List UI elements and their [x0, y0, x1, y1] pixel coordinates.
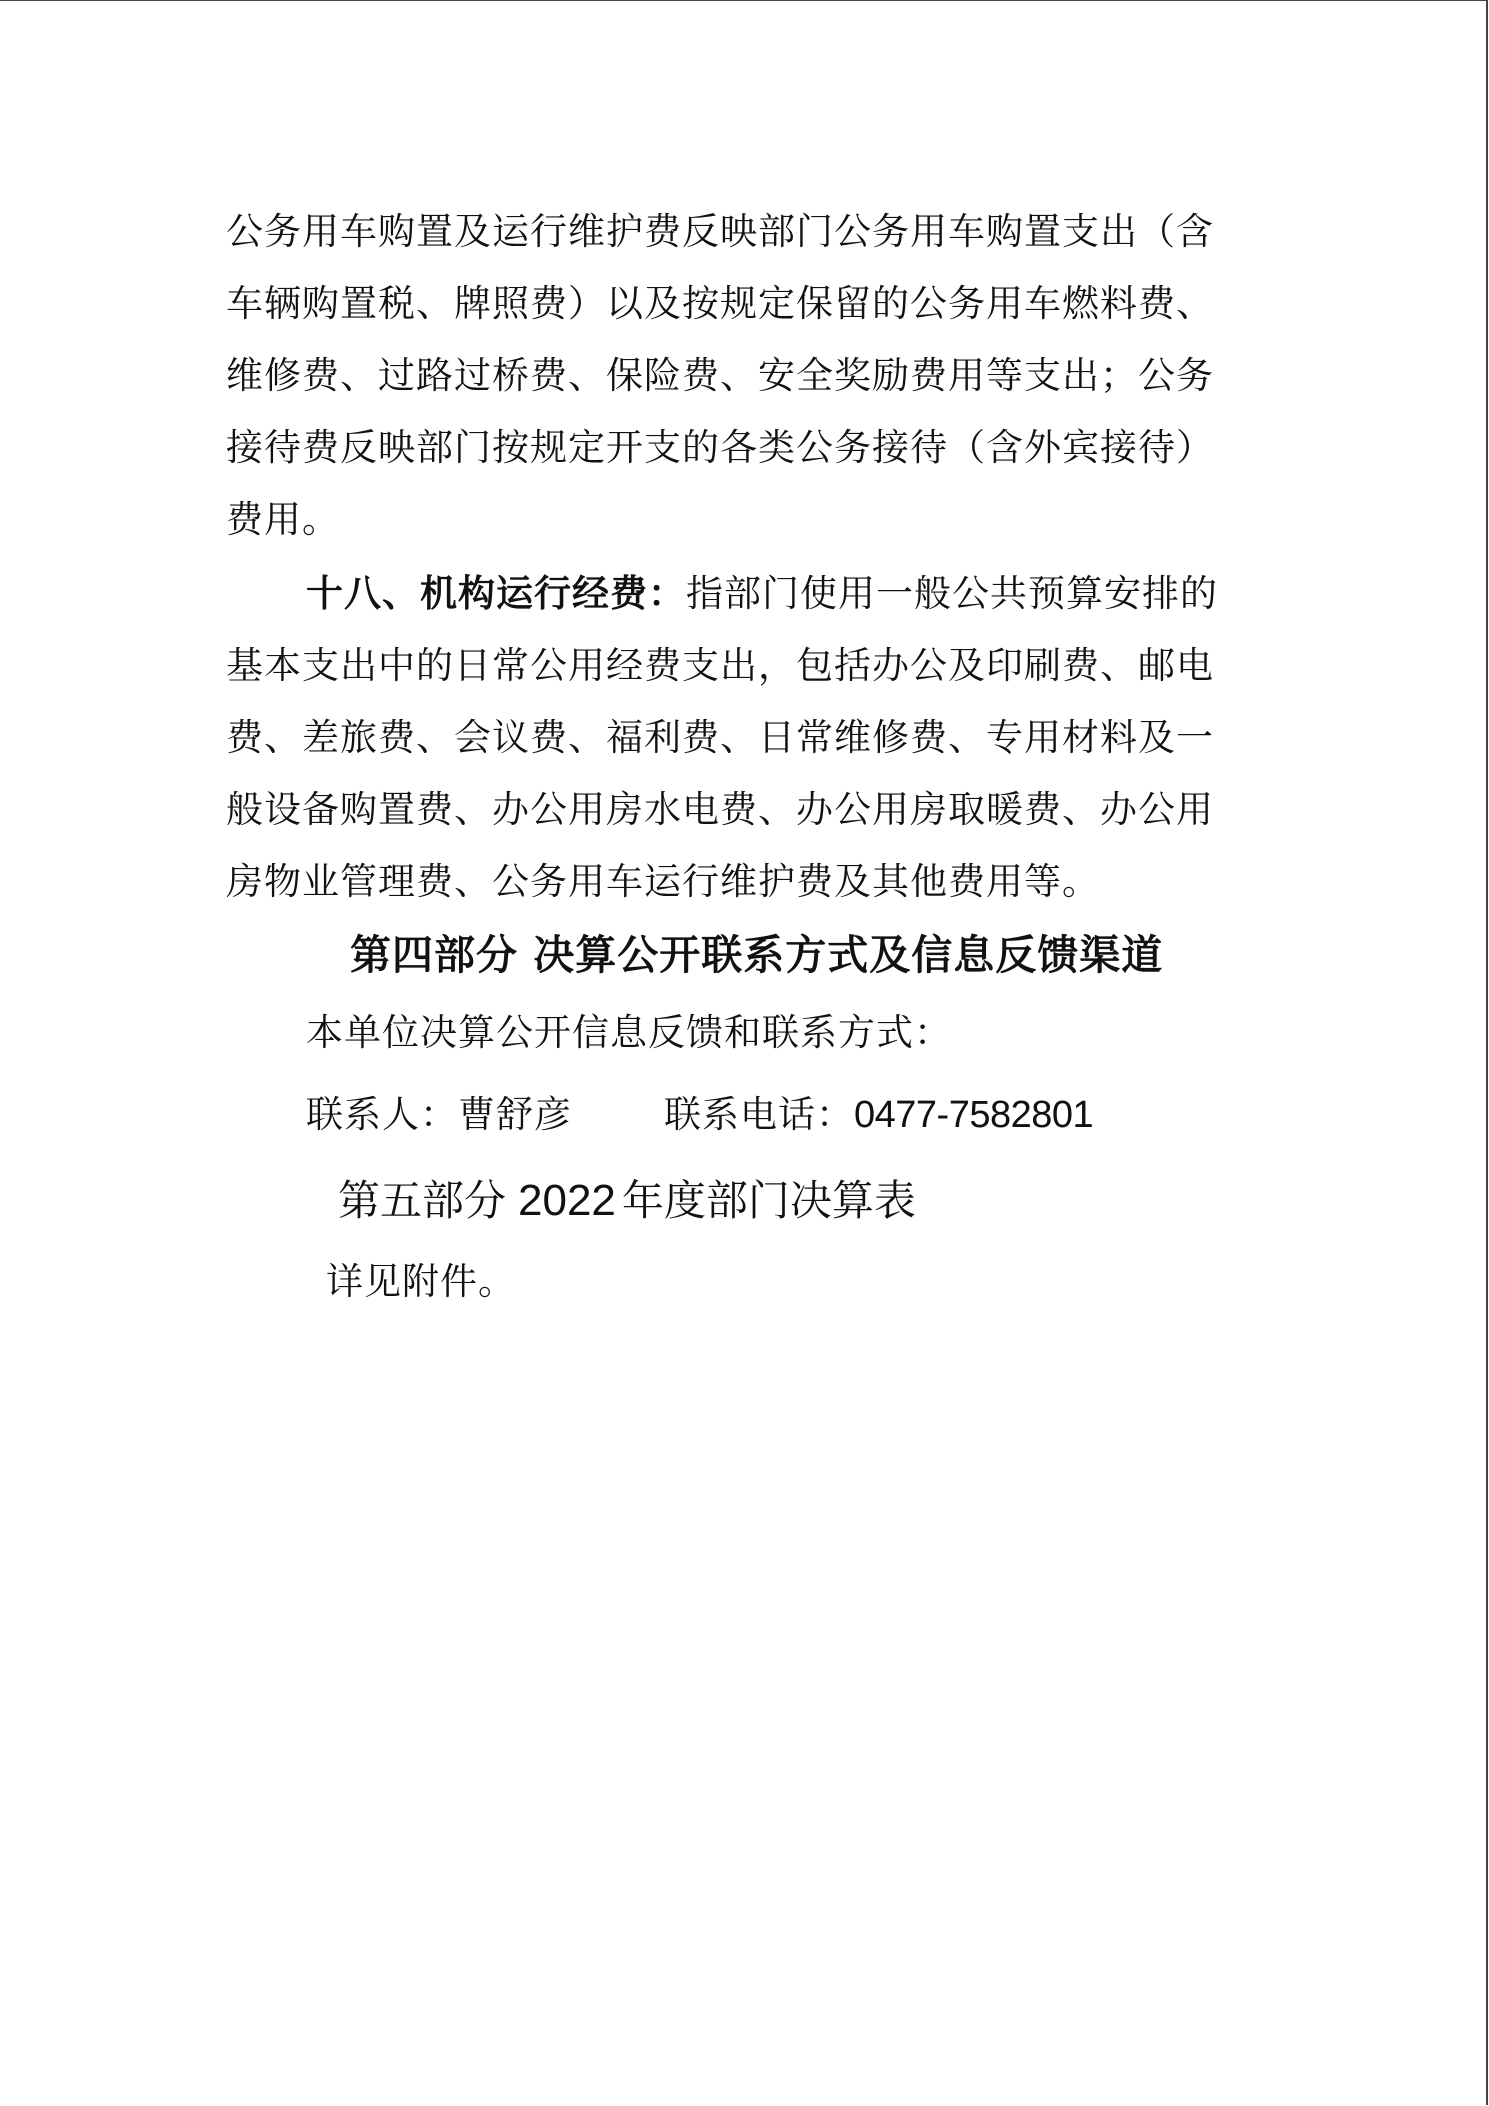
paragraph-line: 维修费、过路过桥费、保险费、安全奖励费用等支出；公务 — [226, 354, 1214, 397]
paragraph-line: 房物业管理费、公务用车运行维护费及其他费用等。 — [226, 860, 1100, 903]
paragraph-operating-expenses — [226, 558, 1266, 918]
paragraph-vehicle-reception-costs — [226, 196, 1266, 556]
paragraph-line: 公务用车购置及运行维护费反映部门公务用车购置支出（含 — [226, 210, 1214, 253]
contact-label: 联系人： — [306, 1093, 458, 1136]
paragraph-line: 费、差旅费、会议费、福利费、日常维修费、专用材料及一 — [226, 716, 1214, 759]
attachment-note: 详见附件。 — [326, 1260, 516, 1303]
part4-intro: 本单位决算公开信息反馈和联系方式： — [306, 1011, 952, 1054]
term-heading: 十八、机构运行经费： — [306, 572, 686, 615]
term-definition-start: 指部门使用一般公共预算安排的 — [686, 572, 1218, 615]
part5-title-prefix: 第五部分 — [338, 1176, 507, 1225]
contact-name: 曹舒彦 — [458, 1093, 572, 1136]
phone-number: 0477-7582801 — [854, 1094, 1094, 1136]
part5-year: 2022 — [518, 1176, 616, 1225]
paragraph-line: 接待费反映部门按规定开支的各类公务接待（含外宾接待） — [226, 426, 1214, 469]
paragraph-line: 基本支出中的日常公用经费支出，包括办公及印刷费、邮电 — [226, 644, 1214, 687]
document-body — [226, 196, 1266, 1318]
paragraph-first-line — [226, 558, 1266, 630]
part5-title — [226, 1156, 1266, 1246]
contact-info-row — [226, 1074, 1266, 1156]
part5-title-suffix: 年度部门决算表 — [621, 1176, 916, 1225]
phone-label: 联系电话： — [664, 1093, 854, 1136]
paragraph-line: 车辆购置税、牌照费）以及按规定保留的公务用车燃料费、 — [226, 282, 1214, 325]
part4-title: 第四部分 决算公开联系方式及信息反馈渠道 — [350, 931, 1164, 979]
paragraph-line: 费用。 — [226, 498, 340, 541]
paragraph-line: 般设备购置费、办公用房水电费、办公用房取暖费、办公用 — [226, 788, 1214, 831]
